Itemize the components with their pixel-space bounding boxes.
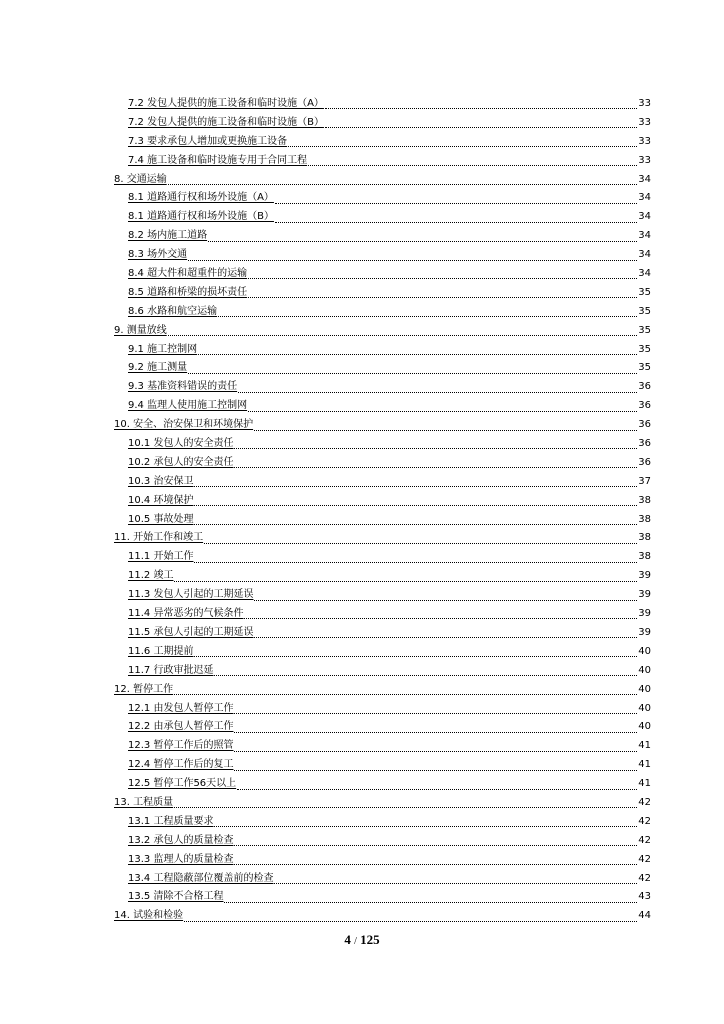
toc-entry-title[interactable]: 8.1 道路通行权和场外设施（B） xyxy=(128,211,274,223)
toc-entry-page-number: 34 xyxy=(638,173,651,185)
toc-entry-page-number: 35 xyxy=(638,362,651,374)
toc-entry-title[interactable]: 13.5 清除不合格工程 xyxy=(128,891,224,903)
toc-entry-page-number: 44 xyxy=(638,910,651,922)
toc-section-entry[interactable] xyxy=(114,756,651,775)
toc-entry-title[interactable]: 12.1 由发包人暂停工作 xyxy=(128,702,234,714)
toc-entry-page-number: 34 xyxy=(638,211,651,223)
toc-entry-page-number: 38 xyxy=(638,532,651,544)
toc-entry-page-number: 38 xyxy=(638,551,651,563)
toc-chapter-entry[interactable] xyxy=(114,794,651,813)
toc-entry-page-number: 35 xyxy=(638,305,651,317)
toc-section-entry[interactable] xyxy=(114,435,651,454)
toc-entry-title[interactable]: 8.2 场内施工道路 xyxy=(128,230,208,242)
toc-section-entry[interactable] xyxy=(114,718,651,737)
toc-section-entry[interactable] xyxy=(114,643,651,662)
toc-dot-leader xyxy=(194,485,637,487)
toc-entry-page-number: 35 xyxy=(638,286,651,298)
toc-section-entry[interactable] xyxy=(114,454,651,473)
toc-entry-title[interactable]: 12. 暂停工作 xyxy=(114,683,174,695)
toc-dot-leader xyxy=(218,315,637,317)
page-number-footer xyxy=(0,932,724,948)
toc-section-entry[interactable] xyxy=(114,775,651,794)
toc-entry-title[interactable]: 12.2 由承包人暂停工作 xyxy=(128,721,234,733)
toc-section-entry[interactable] xyxy=(114,662,651,681)
toc-dot-leader xyxy=(214,825,637,827)
page-separator: / xyxy=(354,936,357,947)
toc-entry-page-number: 40 xyxy=(638,702,651,714)
toc-dot-leader xyxy=(254,636,637,638)
toc-entry-title[interactable]: 9.4 监理人使用施工控制网 xyxy=(128,400,248,412)
toc-entry-title[interactable]: 8.6 水路和航空运输 xyxy=(128,305,218,317)
toc-dot-leader xyxy=(274,882,637,884)
toc-dot-leader xyxy=(188,259,637,261)
toc-dot-leader xyxy=(254,429,637,431)
toc-entry-title[interactable]: 12.5 暂停工作56天以上 xyxy=(128,778,237,790)
toc-dot-leader xyxy=(244,617,637,619)
toc-chapter-entry[interactable] xyxy=(114,322,651,341)
toc-dot-leader xyxy=(168,334,638,336)
toc-entry-page-number: 34 xyxy=(638,192,651,204)
toc-dot-leader xyxy=(275,202,637,204)
toc-entry-page-number: 33 xyxy=(638,116,651,128)
toc-entry-title[interactable]: 8. 交通运输 xyxy=(114,173,167,185)
toc-section-entry[interactable] xyxy=(114,359,651,378)
toc-entry-page-number: 39 xyxy=(638,626,651,638)
toc-section-entry[interactable] xyxy=(114,265,651,284)
toc-entry-page-number: 39 xyxy=(638,570,651,582)
current-page-number: 4 xyxy=(344,932,351,947)
toc-section-entry[interactable] xyxy=(114,832,651,851)
toc-dot-leader xyxy=(248,410,637,412)
toc-chapter-entry[interactable] xyxy=(114,171,651,190)
toc-section-entry[interactable] xyxy=(114,624,651,643)
toc-section-entry[interactable] xyxy=(114,605,651,624)
toc-section-entry[interactable] xyxy=(114,511,651,530)
toc-entry-title[interactable]: 10.2 承包人的安全责任 xyxy=(128,456,234,468)
toc-entry-page-number: 38 xyxy=(638,494,651,506)
toc-section-entry[interactable] xyxy=(114,737,651,756)
toc-entry-title[interactable]: 10.1 发包人的安全责任 xyxy=(128,438,234,450)
toc-entry-page-number: 42 xyxy=(638,853,651,865)
toc-entry-title[interactable]: 12.4 暂停工作后的复工 xyxy=(128,759,234,771)
toc-entry-page-number: 41 xyxy=(638,740,651,752)
toc-section-entry[interactable] xyxy=(114,700,651,719)
toc-entry-page-number: 36 xyxy=(638,381,651,393)
toc-section-entry[interactable] xyxy=(114,133,651,152)
toc-section-entry[interactable] xyxy=(114,152,651,171)
toc-dot-leader xyxy=(194,655,637,657)
toc-dot-leader xyxy=(254,599,637,601)
toc-entry-title[interactable]: 7.2 发包人提供的施工设备和临时设施（B） xyxy=(128,116,324,128)
toc-entry-title[interactable]: 13.1 工程质量要求 xyxy=(128,815,214,827)
toc-entry-page-number: 35 xyxy=(638,324,651,336)
toc-dot-leader xyxy=(248,277,637,279)
total-pages: 125 xyxy=(360,932,380,947)
toc-entry-page-number: 39 xyxy=(638,589,651,601)
toc-section-entry[interactable] xyxy=(114,813,651,832)
toc-entry-title[interactable]: 11.7 行政审批迟延 xyxy=(128,664,214,676)
toc-section-entry[interactable] xyxy=(114,397,651,416)
toc-entry-page-number: 33 xyxy=(638,135,651,147)
toc-section-entry[interactable] xyxy=(114,586,651,605)
toc-entry-title[interactable]: 7.3 要求承包人增加或更换施工设备 xyxy=(128,135,288,147)
toc-entry-title[interactable]: 8.4 超大件和超重件的运输 xyxy=(128,268,248,280)
toc-entry-title[interactable]: 8.1 道路通行权和场外设施（A） xyxy=(128,192,274,204)
toc-entry-title[interactable]: 10.5 事故处理 xyxy=(128,513,194,525)
toc-dot-leader xyxy=(194,523,637,525)
toc-entry-title[interactable]: 11.5 承包人引起的工期延误 xyxy=(128,626,254,638)
toc-dot-leader xyxy=(275,221,637,223)
toc-entry-title[interactable]: 10. 安全、治安保卫和环境保护 xyxy=(114,419,254,431)
toc-dot-leader xyxy=(194,561,637,563)
table-of-contents xyxy=(114,95,651,926)
toc-entry-title[interactable]: 11.4 异常恶劣的气候条件 xyxy=(128,608,244,620)
toc-entry-page-number: 42 xyxy=(638,796,651,808)
toc-dot-leader xyxy=(325,126,637,128)
toc-entry-page-number: 41 xyxy=(638,778,651,790)
toc-dot-leader xyxy=(234,447,637,449)
toc-entry-page-number: 38 xyxy=(638,513,651,525)
toc-dot-leader xyxy=(174,580,637,582)
toc-entry-page-number: 42 xyxy=(638,872,651,884)
toc-dot-leader xyxy=(214,674,637,676)
toc-entry-page-number: 41 xyxy=(638,759,651,771)
toc-section-entry[interactable] xyxy=(114,870,651,889)
toc-dot-leader xyxy=(325,107,637,109)
toc-entry-page-number: 33 xyxy=(638,154,651,166)
toc-dot-leader xyxy=(234,731,637,733)
toc-entry-page-number: 40 xyxy=(638,645,651,657)
toc-dot-leader xyxy=(234,750,637,752)
toc-entry-page-number: 40 xyxy=(638,664,651,676)
toc-section-entry[interactable] xyxy=(114,473,651,492)
toc-entry-page-number: 33 xyxy=(638,98,651,109)
toc-dot-leader xyxy=(174,693,637,695)
toc-entry-title[interactable]: 9.3 基准资料错误的责任 xyxy=(128,381,238,393)
toc-chapter-entry[interactable] xyxy=(114,529,651,548)
toc-dot-leader xyxy=(234,844,637,846)
toc-entry-title[interactable]: 13.2 承包人的质量检查 xyxy=(128,834,234,846)
toc-entry-page-number: 40 xyxy=(638,721,651,733)
toc-section-entry[interactable] xyxy=(114,567,651,586)
toc-entry-page-number: 39 xyxy=(638,608,651,620)
toc-entry-title[interactable]: 11.1 开始工作 xyxy=(128,551,194,563)
toc-section-entry[interactable] xyxy=(114,341,651,360)
toc-dot-leader xyxy=(234,466,637,468)
toc-entry-title[interactable]: 13.4 工程隐蔽部位覆盖前的检查 xyxy=(128,872,274,884)
toc-dot-leader xyxy=(234,863,637,865)
toc-dot-leader xyxy=(234,712,637,714)
toc-section-entry[interactable] xyxy=(114,189,651,208)
toc-entry-title[interactable]: 11.6 工期提前 xyxy=(128,645,194,657)
toc-entry-page-number: 36 xyxy=(638,419,651,431)
toc-entry-title[interactable]: 7.4 施工设备和临时设施专用于合同工程 xyxy=(128,154,308,166)
toc-section-entry[interactable] xyxy=(114,95,651,114)
toc-entry-page-number: 34 xyxy=(638,249,651,261)
toc-entry-page-number: 42 xyxy=(638,815,651,827)
toc-dot-leader xyxy=(198,353,637,355)
toc-dot-leader xyxy=(238,391,637,393)
toc-dot-leader xyxy=(188,372,637,374)
toc-section-entry[interactable] xyxy=(114,246,651,265)
toc-chapter-entry[interactable] xyxy=(114,907,651,926)
toc-section-entry[interactable] xyxy=(114,303,651,322)
toc-section-entry[interactable] xyxy=(114,888,651,907)
toc-dot-leader xyxy=(248,296,637,298)
toc-entry-title[interactable]: 11.3 发包人引起的工期延误 xyxy=(128,589,254,601)
toc-dot-leader xyxy=(234,769,637,771)
toc-dot-leader xyxy=(204,542,637,544)
toc-dot-leader xyxy=(194,504,637,506)
toc-dot-leader xyxy=(174,806,637,808)
toc-chapter-entry[interactable] xyxy=(114,681,651,700)
toc-entry-page-number: 36 xyxy=(638,438,651,450)
toc-section-entry[interactable] xyxy=(114,378,651,397)
toc-entry-page-number: 34 xyxy=(638,230,651,242)
toc-entry-title[interactable]: 8.3 场外交通 xyxy=(128,249,188,261)
toc-dot-leader xyxy=(208,240,637,242)
toc-entry-title[interactable]: 9. 测量放线 xyxy=(114,324,167,336)
toc-dot-leader xyxy=(308,164,637,166)
toc-entry-title[interactable]: 11.2 竣工 xyxy=(128,570,174,582)
toc-chapter-entry[interactable] xyxy=(114,416,651,435)
toc-entry-title[interactable]: 11. 开始工作和竣工 xyxy=(114,532,204,544)
toc-entry-title[interactable]: 13. 工程质量 xyxy=(114,796,174,808)
toc-dot-leader xyxy=(224,901,637,903)
toc-entry-title[interactable]: 9.2 施工测量 xyxy=(128,362,188,374)
toc-entry-title[interactable]: 7.2 发包人提供的施工设备和临时设施（A） xyxy=(128,98,324,109)
toc-entry-page-number: 36 xyxy=(638,400,651,412)
toc-entry-title[interactable]: 10.3 治安保卫 xyxy=(128,475,194,487)
toc-entry-page-number: 42 xyxy=(638,834,651,846)
toc-section-entry[interactable] xyxy=(114,208,651,227)
toc-entry-title[interactable]: 9.1 施工控制网 xyxy=(128,343,198,355)
toc-entry-title[interactable]: 12.3 暂停工作后的照管 xyxy=(128,740,234,752)
toc-section-entry[interactable] xyxy=(114,227,651,246)
toc-entry-page-number: 35 xyxy=(638,343,651,355)
toc-dot-leader xyxy=(288,145,637,147)
toc-section-entry[interactable] xyxy=(114,548,651,567)
toc-entry-page-number: 34 xyxy=(638,268,651,280)
toc-entry-page-number: 40 xyxy=(638,683,651,695)
toc-dot-leader xyxy=(237,788,637,790)
toc-section-entry[interactable] xyxy=(114,851,651,870)
toc-entry-page-number: 36 xyxy=(638,456,651,468)
toc-section-entry[interactable] xyxy=(114,114,651,133)
toc-dot-leader xyxy=(168,183,638,185)
toc-section-entry[interactable] xyxy=(114,492,651,511)
toc-entry-title[interactable]: 8.5 道路和桥梁的损坏责任 xyxy=(128,286,248,298)
toc-entry-page-number: 37 xyxy=(638,475,651,487)
toc-entry-title[interactable]: 14. 试验和检验 xyxy=(114,910,184,922)
toc-dot-leader xyxy=(184,920,637,922)
toc-entry-title[interactable]: 10.4 环境保护 xyxy=(128,494,194,506)
toc-entry-title[interactable]: 13.3 监理人的质量检查 xyxy=(128,853,234,865)
toc-section-entry[interactable] xyxy=(114,284,651,303)
toc-entry-page-number: 43 xyxy=(638,891,651,903)
